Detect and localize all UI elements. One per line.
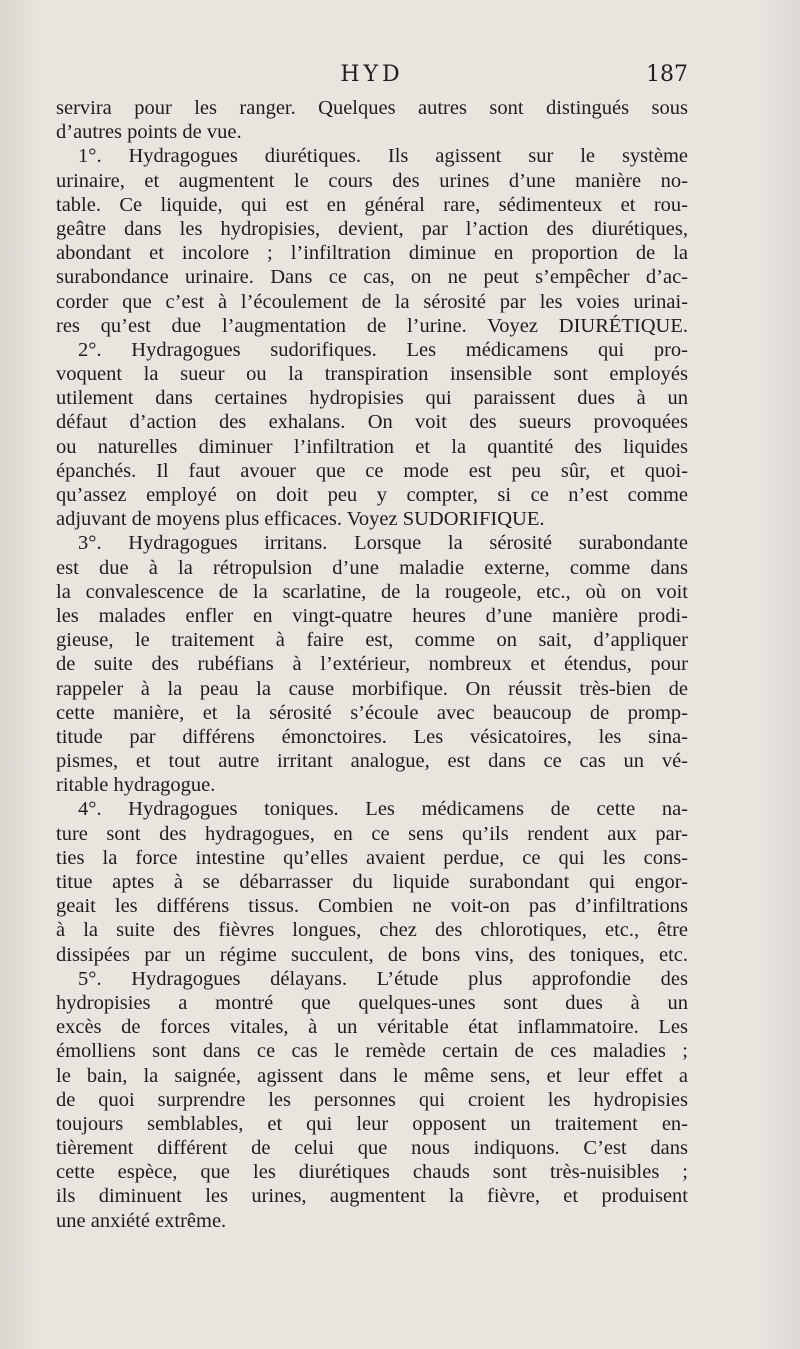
text-line: utilement dans certaines hydropisies qui paraissent dues à un (56, 387, 688, 410)
page-number: 187 (646, 62, 688, 87)
page-header (56, 62, 688, 94)
text-line: cette manière, et la sérosité s’écoule avec beaucoup de promp- (56, 701, 688, 724)
text-line: rappeler à la peau la cause morbifique. On réussit très-bien de (56, 677, 688, 700)
text-line: qu’assez employé on doit peu y compter, si ce n’est comme (56, 484, 688, 506)
paragraph-diuretiques: 1°. Hydragogues diurétiques. Ils agissent sur le système (78, 145, 688, 168)
text-line: adjuvant de moyens plus efficaces. Voyez SUDORIFIQUE. (56, 508, 545, 531)
text-line: les malades enfler en vingt-quatre heures d’une manière prodi- (56, 604, 688, 627)
text-line: abondant et incolore ; l’infiltration diminue en proportion de la (56, 242, 688, 265)
text-line: geâtre dans les hydropisies, devient, par l’action des diurétiques, (56, 217, 688, 240)
running-head: HYD (340, 62, 404, 87)
paragraph-delayans: 5°. Hydragogues délayans. L’étude plus approfondie des (78, 967, 688, 990)
text-line: pismes, et tout autre irritant analogue, est dans ce cas un vé- (56, 750, 688, 773)
text-line: gieuse, le traitement à faire est, comme on sait, d’appliquer (56, 629, 688, 652)
paragraph-sudorifiques: 2°. Hydragogues sudorifiques. Les médicamens qui pro- (78, 338, 688, 361)
text-line: servira pour les ranger. Quelques autres sont distingués sous (56, 97, 688, 119)
text-line: épanchés. Il faut avouer que ce mode est peu sûr, et quoi- (56, 459, 688, 482)
text-line: le bain, la saignée, agissent dans le même sens, et leur effet a (56, 1064, 688, 1087)
text-line: émolliens sont dans ce cas le remède certain de ces maladies ; (56, 1040, 688, 1063)
text-line: ils diminuent les urines, augmentent la fièvre, et produisent (56, 1185, 688, 1208)
text-line: ou naturelles diminuer l’infiltration et la quantité des liquides (56, 435, 688, 458)
text-line: ritable hydragogue. (56, 774, 216, 797)
text-line: ture sont des hydragogues, en ce sens qu’ils rendent aux par- (56, 822, 688, 845)
text-line: corder que c’est à l’écoulement de la sérosité par les voies urinai- (56, 290, 688, 313)
text-line: geait les différens tissus. Combien ne voit-on pas d’infiltrations (56, 895, 688, 918)
text-line: de suite des rubéfians à l’extérieur, nombreux et étendus, pour (56, 653, 688, 676)
text-line: urinaire, et augmentent le cours des urines d’une manière no- (56, 169, 688, 192)
text-line: ties la force intestine qu’elles avaient perdue, ce qui les cons- (56, 846, 688, 869)
text-line: à la suite des fièvres longues, chez des chlorotiques, etc., être (56, 919, 688, 942)
text-line: d’autres points de vue. (56, 121, 242, 144)
text-line: dissipées par un régime succulent, de bons vins, des toniques, etc. (56, 943, 688, 966)
body-text (56, 96, 688, 1233)
text-line: toujours semblables, et qui leur opposent un traitement en- (56, 1112, 688, 1135)
text-line: table. Ce liquide, qui est en général rare, sédimenteux et rou- (56, 193, 688, 216)
text-line: titue aptes à se débarrasser du liquide surabondant qui engor- (56, 871, 688, 893)
text-line: res qu’est due l’augmentation de l’urine. Voyez DIURÉTIQUE. (56, 314, 688, 337)
text-line: défaut d’action des exhalans. On voit des sueurs provoquées (56, 411, 688, 434)
text-line: est due à la rétropulsion d’une maladie externe, comme dans (56, 556, 688, 579)
text-line: cette espèce, que les diurétiques chauds sont très-nuisibles ; (56, 1161, 688, 1184)
text-line: surabondance urinaire. Dans ce cas, on ne peut s’empêcher d’ac- (56, 266, 688, 289)
text-line: excès de forces vitales, à un véritable état inflammatoire. Les (56, 1016, 688, 1039)
text-line: tièrement différent de celui que nous indiquons. C’est dans (56, 1137, 688, 1160)
text-line: hydropisies a montré que quelques-unes sont dues à un (56, 991, 688, 1014)
paragraph-irritans: 3°. Hydragogues irritans. Lorsque la sérosité surabondante (78, 532, 688, 555)
paragraph-toniques: 4°. Hydragogues toniques. Les médicamens de cette na- (78, 798, 688, 821)
text-line: une anxiété extrême. (56, 1209, 227, 1232)
text-line: voquent la sueur ou la transpiration insensible sont employés (56, 363, 688, 386)
text-line: titude par différens émonctoires. Les vésicatoires, les sina- (56, 725, 688, 748)
text-line: la convalescence de la scarlatine, de la rougeole, etc., où on voit (56, 580, 688, 603)
text-line: de quoi surprendre les personnes qui croient les hydropisies (56, 1088, 688, 1111)
